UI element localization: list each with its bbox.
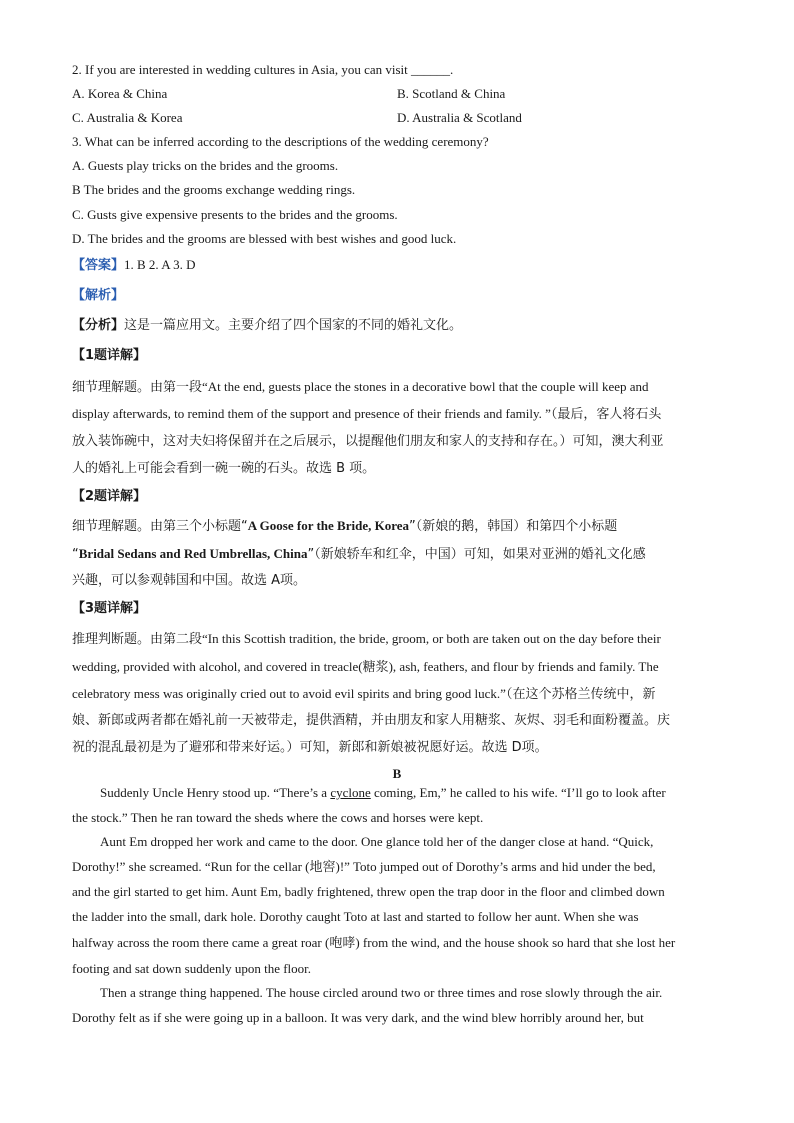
detail-1-line-4: 人的婚礼上可能会看到一碗一碗的石头。故选 B 项。 xyxy=(72,461,376,476)
q2-option-a: A. Korea & China xyxy=(72,86,168,101)
p1-post: coming, Em,” he called to his wife. “I’ll go to look after xyxy=(370,785,666,800)
cyclone-word: cyclone xyxy=(330,785,371,800)
detail-3-line-5: 祝的混乱最初是为了避邪和带来好运。）可知，新郎和新娘被祝愿好运。故选 D项。 xyxy=(72,740,548,755)
question-3-stem: 3. What can be inferred according to the descriptions of the wedding ceremony? xyxy=(72,134,489,149)
section-b-heading: B xyxy=(392,766,402,781)
q2-option-d: D. Australia & Scotland xyxy=(397,110,522,125)
detail-3-line-3: celebratory mess was originally cried out to avoid evil spirits and bring good luck.”（在这个苏格兰传统中，新 xyxy=(72,686,656,701)
subtitle-korea: A Goose for the Bride, Korea xyxy=(247,518,410,533)
subtitle-china: Bridal Sedans and Red Umbrellas, China xyxy=(78,546,308,561)
p1-pre: Suddenly Uncle Henry stood up. “There’s a xyxy=(100,785,331,800)
passage-p2-line-5: halfway across the room there came a great roar (咆哮) from the wind, and the house shook so hard that she lost her xyxy=(72,935,676,950)
passage-p2-line-2: Dorothy!” she screamed. “Run for the cellar (地窖)!” Toto jumped out of Dorothy’s arms and hid under the bed, xyxy=(72,859,656,874)
overview-line xyxy=(72,318,462,334)
question-2-stem: 2. If you are interested in wedding cultures in Asia, you can visit ______. xyxy=(72,62,454,77)
analysis-heading xyxy=(72,287,124,304)
passage-p3-line-1: Then a strange thing happened. The house circled around two or three times and rose slowly through the air. xyxy=(100,985,663,1000)
answer-line xyxy=(72,257,196,274)
analysis-label: 【解析】 xyxy=(72,288,125,303)
overview-label: 【分析】 xyxy=(72,318,125,333)
answer-text: 1. B 2. A 3. D xyxy=(124,257,196,272)
detail-1-line-2: display afterwards, to remind them of the support and presence of their friends and family. ”（最后，客人将石头 xyxy=(72,406,662,421)
detail-2-heading: 【2题详解】 xyxy=(72,489,147,504)
detail-1-line-3: 放入装饰碗中，这对夫妇将保留并在之后展示，以提醒他们朋友和家人的支持和存在。）可知，澳大利亚 xyxy=(72,434,664,449)
detail-2-l1-pre: 细节理解题。由第三个小标题“ xyxy=(72,519,248,534)
detail-2-line-3: 兴趣，可以参观韩国和中国。故选 A项。 xyxy=(72,573,307,588)
passage-p2-line-1: Aunt Em dropped her work and came to the door. One glance told her of the danger close at hand. “Quick, xyxy=(100,834,654,849)
detail-2-line-1 xyxy=(72,518,617,535)
q2-option-c: C. Australia & Korea xyxy=(72,110,183,125)
passage-p2-line-3: and the girl started to get him. Aunt Em, badly frightened, threw open the trap door in the floor and climbed down xyxy=(72,884,665,899)
detail-2-l1-post: ”（新娘的鹅，韩国）和第四个小标题 xyxy=(409,519,618,534)
detail-1-line-1: 细节理解题。由第一段“At the end, guests place the stones in a decorative bowl that the couple will keep and xyxy=(72,379,649,394)
passage-p2-line-6: footing and sat down suddenly upon the floor. xyxy=(72,961,312,976)
passage-p2-line-4: the ladder into the small, dark hole. Dorothy caught Toto at last and started to follow her aunt. When she was xyxy=(72,909,639,924)
passage-p1-line-2: the stock.” Then he ran toward the sheds where the cows and horses were kept. xyxy=(72,810,484,825)
q2-option-b: B. Scotland & China xyxy=(397,86,506,101)
passage-p3-line-2: Dorothy felt as if she were going up in a balloon. It was very dark, and the wind blew horribly around her, but xyxy=(72,1010,644,1025)
detail-3-line-1: 推理判断题。由第二段“In this Scottish tradition, the bride, groom, or both are taken out on the day before their xyxy=(72,631,661,646)
detail-3-heading: 【3题详解】 xyxy=(72,601,147,616)
q3-option-a: A. Guests play tricks on the brides and the grooms. xyxy=(72,158,339,173)
detail-2-l2-post: ”（新娘轿车和红伞，中国）可知，如果对亚洲的婚礼文化感 xyxy=(307,547,646,562)
detail-3-line-2: wedding, provided with alcohol, and covered in treacle(糖浆), ash, feathers, and flour by friends and family. The xyxy=(72,659,659,674)
detail-2-line-2 xyxy=(72,546,646,563)
q3-option-d: D. The brides and the grooms are blessed with best wishes and good luck. xyxy=(72,231,457,246)
answer-label: 【答案】 xyxy=(72,258,125,273)
passage-p1-line-1 xyxy=(100,785,666,801)
q3-option-b: B The brides and the grooms exchange wedding rings. xyxy=(72,182,356,197)
detail-1-heading: 【1题详解】 xyxy=(72,348,147,363)
overview-text: 这是一篇应用文。主要介绍了四个国家的不同的婚礼文化。 xyxy=(124,318,463,333)
detail-3-line-4: 娘、新郎或两者都在婚礼前一天被带走，提供酒精，并由朋友和家人用糖浆、灰烬、羽毛和面粉覆盖。庆 xyxy=(72,713,671,728)
detail-2-l2-pre: “ xyxy=(72,547,79,562)
q3-option-c: C. Gusts give expensive presents to the brides and the grooms. xyxy=(72,207,398,222)
